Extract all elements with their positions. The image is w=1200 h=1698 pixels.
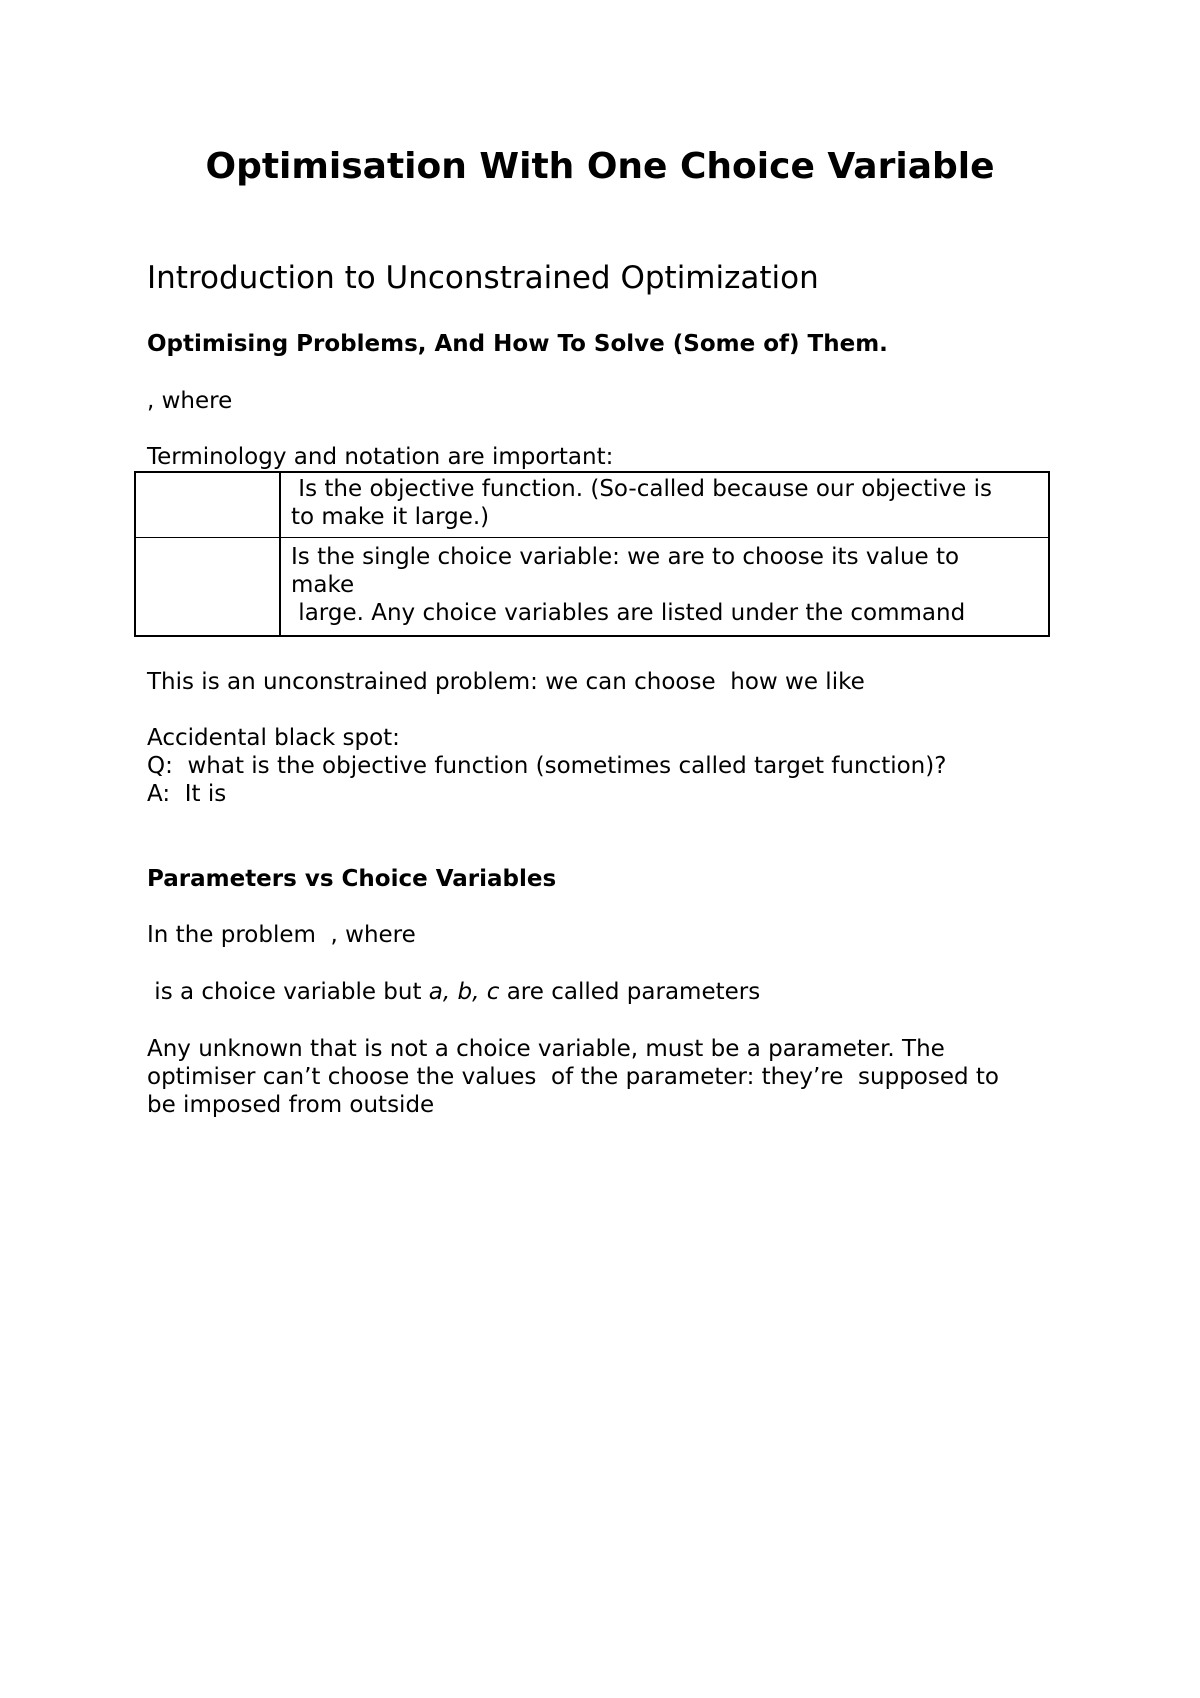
choice-line-prefix: is a choice variable but <box>147 979 429 1005</box>
choice-variable-vs-parameters-line <box>147 978 760 1006</box>
parameters-paragraph-line-2: optimiser can’t choose the values of the parameter: they’re supposed to <box>147 1064 999 1090</box>
parameters-paragraph-line-1: Any unknown that is not a choice variable, must be a parameter. The <box>147 1036 945 1062</box>
choice-variable-description-line-3: large. Any choice variables are listed under the command <box>291 600 966 626</box>
section-heading-parameters: Parameters vs Choice Variables <box>147 866 557 892</box>
page-title: Optimisation With One Choice Variable <box>205 146 995 187</box>
where-line: , where <box>147 388 233 414</box>
objective-function-description-line-2: to make it large.) <box>291 504 490 530</box>
terminology-line: Terminology and notation are important: <box>147 444 614 470</box>
objective-function-description-line-1: Is the objective function. (So-called because our objective is <box>291 476 992 502</box>
accidental-black-spot-line: Accidental black spot: <box>147 725 400 751</box>
choice-variable-description-line-2: make <box>291 572 355 598</box>
table-row-objective-function <box>136 473 1048 538</box>
unconstrained-problem-line: This is an unconstrained problem: we can choose how we like <box>147 669 865 695</box>
problem-where-line: In the problem , where <box>147 922 416 948</box>
choice-line-suffix: are called parameters <box>499 979 761 1005</box>
question-line: Q: what is the objective function (sometimes called target function)? <box>147 753 947 779</box>
terminology-table <box>134 471 1050 637</box>
parameters-paragraph-line-3: be imposed from outside <box>147 1092 435 1118</box>
parameter-names: a, b, c <box>428 979 500 1005</box>
section-heading-optimising-problems: Optimising Problems, And How To Solve (Some of) Them. <box>147 331 888 357</box>
choice-variable-description-line-1: Is the single choice variable: we are to choose its value to <box>291 544 960 570</box>
table-row-choice-variable <box>136 538 1048 635</box>
answer-line: A: It is <box>147 781 227 807</box>
section-subtitle: Introduction to Unconstrained Optimization <box>147 260 819 296</box>
